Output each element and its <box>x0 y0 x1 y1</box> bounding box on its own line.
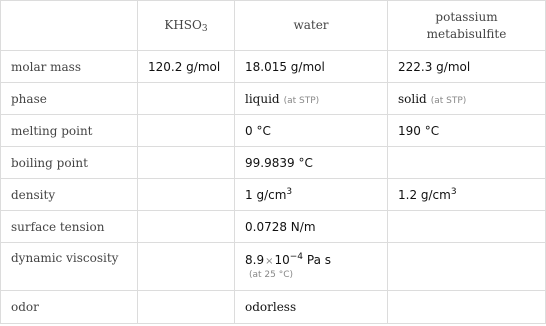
table-row <box>1 147 546 179</box>
cell-khso3-density <box>138 179 235 211</box>
phase-note: (at STP) <box>283 95 320 106</box>
cell-water-boiling-point: 99.9839 °C <box>235 147 388 179</box>
cell-metabisulfite-density: 1.2 $g/cm^3$ <box>388 179 546 211</box>
cell-khso3-phase <box>138 83 235 115</box>
viscosity-note: (at 25 °C) <box>249 270 294 280</box>
cell-water-odor: odorless <box>235 291 388 324</box>
cell-water-melting-point: 0 °C <box>235 115 388 147</box>
cell-metabisulfite-surface-tension <box>388 211 546 243</box>
cell-khso3-boiling-point <box>138 147 235 179</box>
cell-metabisulfite-phase: solid (at STP) <box>388 83 546 115</box>
header-khso3: $KHSO_3$ <box>138 1 235 51</box>
cell-khso3-dynamic-viscosity <box>138 243 235 291</box>
cell-metabisulfite-melting-point: 190 °C <box>388 115 546 147</box>
row-label: boiling point <box>1 147 138 179</box>
table-row <box>1 179 546 211</box>
row-label: phase <box>1 83 138 115</box>
cell-khso3-surface-tension <box>138 211 235 243</box>
header-row <box>1 1 546 51</box>
cell-metabisulfite-dynamic-viscosity <box>388 243 546 291</box>
cell-khso3-odor <box>138 291 235 324</box>
table-row <box>1 211 546 243</box>
table-row <box>1 51 546 83</box>
table-row <box>1 291 546 324</box>
header-potassium-metabisulfite: potassium metabisulfite <box>388 1 546 51</box>
row-label: odor <box>1 291 138 324</box>
cell-water-density: 1 $g/cm^3$ <box>235 179 388 211</box>
header-empty-cell <box>1 1 138 51</box>
row-label: molar mass <box>1 51 138 83</box>
cell-water-molar-mass: 18.015 g/mol <box>235 51 388 83</box>
cell-water-surface-tension: 0.0728 N/m <box>235 211 388 243</box>
row-label: density <box>1 179 138 211</box>
header-water: water <box>235 1 388 51</box>
row-label: dynamic viscosity <box>1 243 138 291</box>
cell-water-dynamic-viscosity: $8.9\times 10^{-4}$ Pa s (at 25 °C) <box>235 243 388 291</box>
cell-khso3-molar-mass: 120.2 g/mol <box>138 51 235 83</box>
row-label: surface tension <box>1 211 138 243</box>
cell-metabisulfite-molar-mass: 222.3 g/mol <box>388 51 546 83</box>
cell-water-phase: liquid (at STP) <box>235 83 388 115</box>
row-label: melting point <box>1 115 138 147</box>
table-row <box>1 83 546 115</box>
phase-note: (at STP) <box>430 95 467 106</box>
cell-metabisulfite-odor <box>388 291 546 324</box>
table-row <box>1 243 546 291</box>
table-row <box>1 115 546 147</box>
cell-metabisulfite-boiling-point <box>388 147 546 179</box>
cell-khso3-melting-point <box>138 115 235 147</box>
